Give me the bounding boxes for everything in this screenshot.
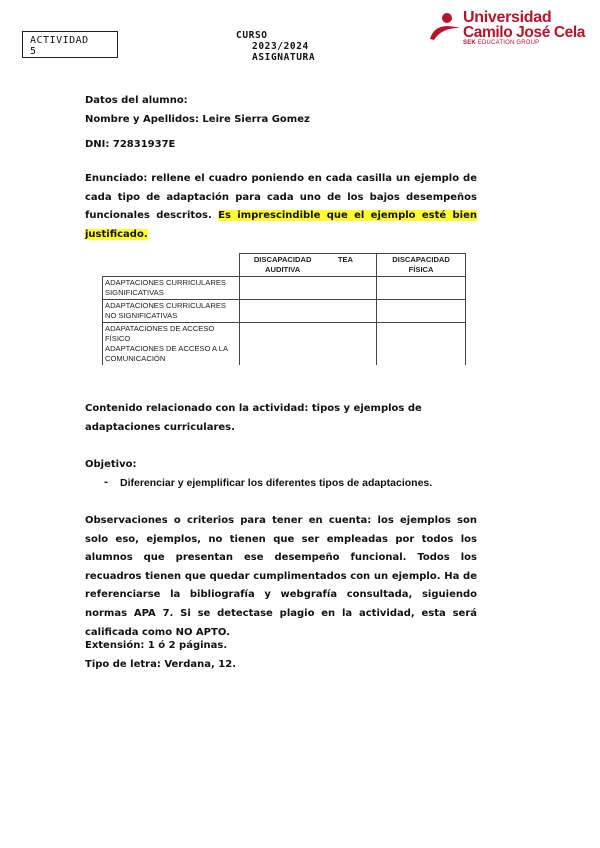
font-type: Tipo de letra: Verdana, 12. <box>85 659 237 670</box>
table-row-label: ADAPTACIONES CURRICULARES SIGNIFICATIVAS <box>103 277 240 300</box>
education-group <box>463 40 585 47</box>
table-cell <box>377 277 466 300</box>
table-header-row <box>103 254 466 277</box>
enunciado-text: Enunciado: rellene el cuadro poniendo en cada casilla un ejemplo de cada tipo de adaptación para cada uno de los bajos desempeños funcionales descritos. <box>85 173 477 222</box>
objetivo-item: Diferenciar y ejemplificar los diferentes tipos de adaptaciones. <box>120 477 433 489</box>
actividad-box <box>22 31 118 58</box>
table-cell <box>239 277 377 300</box>
table-header-cell: DISCAPACIDAD AUDITIVA <box>239 254 326 277</box>
student-dni: DNI: 72831937E <box>85 139 176 151</box>
table-header-cell: DISCAPACIDAD FÍSICA <box>377 254 466 277</box>
table-row <box>103 300 466 323</box>
student-data-heading: Datos del alumno: <box>85 95 188 106</box>
student-name: Nombre y Apellidos: Leire Sierra Gomez <box>85 113 310 125</box>
table-row-label: ADAPTACIONES CURRICULARES NO SIGNIFICATIVAS <box>103 300 240 323</box>
enunciado <box>85 170 477 244</box>
actividad-label: ACTIVIDAD <box>30 35 89 46</box>
table-row <box>103 277 466 300</box>
enunciado-highlight: Es imprescindible que el ejemplo esté bien justificado. <box>85 210 478 240</box>
student-data <box>85 92 477 155</box>
extension: Extensión: 1 ó 2 páginas. <box>85 640 228 651</box>
contenido: Contenido relacionado con la actividad: tipos y ejemplos de adaptaciones curriculares. <box>85 403 422 433</box>
table-cell <box>239 300 377 323</box>
actividad-number: 5 <box>30 46 37 57</box>
adaptations-table <box>102 253 466 365</box>
row-label-communication: ADAPTACIONES DE ACCESO A LA COMUNICACIÓN <box>105 344 228 363</box>
course-year: 2023/2024 <box>252 41 309 52</box>
course-label: CURSO <box>236 30 268 41</box>
table-cell <box>239 323 377 366</box>
row-label-physical: ADAPATACIONES DE ACCESO FÍSICO <box>105 324 215 343</box>
table-header-cell: TEA <box>326 254 377 277</box>
table-cell <box>377 323 466 366</box>
table-header-cell <box>103 254 240 277</box>
university-name-line1: Universidad <box>463 9 552 26</box>
subject-label: ASIGNATURA <box>252 52 316 63</box>
table-row-label <box>103 323 240 366</box>
table-crop <box>100 371 480 379</box>
table-cell <box>377 300 466 323</box>
education-group-rest: EDUCATION GROUP <box>475 40 540 46</box>
table-row <box>103 323 466 366</box>
bullet-dash: - <box>104 477 109 488</box>
objetivo-heading: Objetivo: <box>85 459 137 470</box>
university-logo <box>463 10 585 47</box>
university-name-line2: Camilo José Cela <box>463 24 585 41</box>
university-logo-icon <box>428 12 462 42</box>
education-group-brand: SEK <box>463 40 476 46</box>
observaciones: Observaciones o criterios para tener en cuenta: los ejemplos son solo eso, ejemplos, no tienen que ser empleadas por todos los alumnos que presentan ese desempeño funcional. Todos los recuadros tienen que quedar cumplimentados con un ejemplo. Ha de referenciarse la bibliografía y webgrafía consultada, siguiendo normas APA 7. Si se detectase plagio en la actividad, esta será calificada como NO APTO. <box>85 515 477 638</box>
course-header <box>236 30 315 63</box>
